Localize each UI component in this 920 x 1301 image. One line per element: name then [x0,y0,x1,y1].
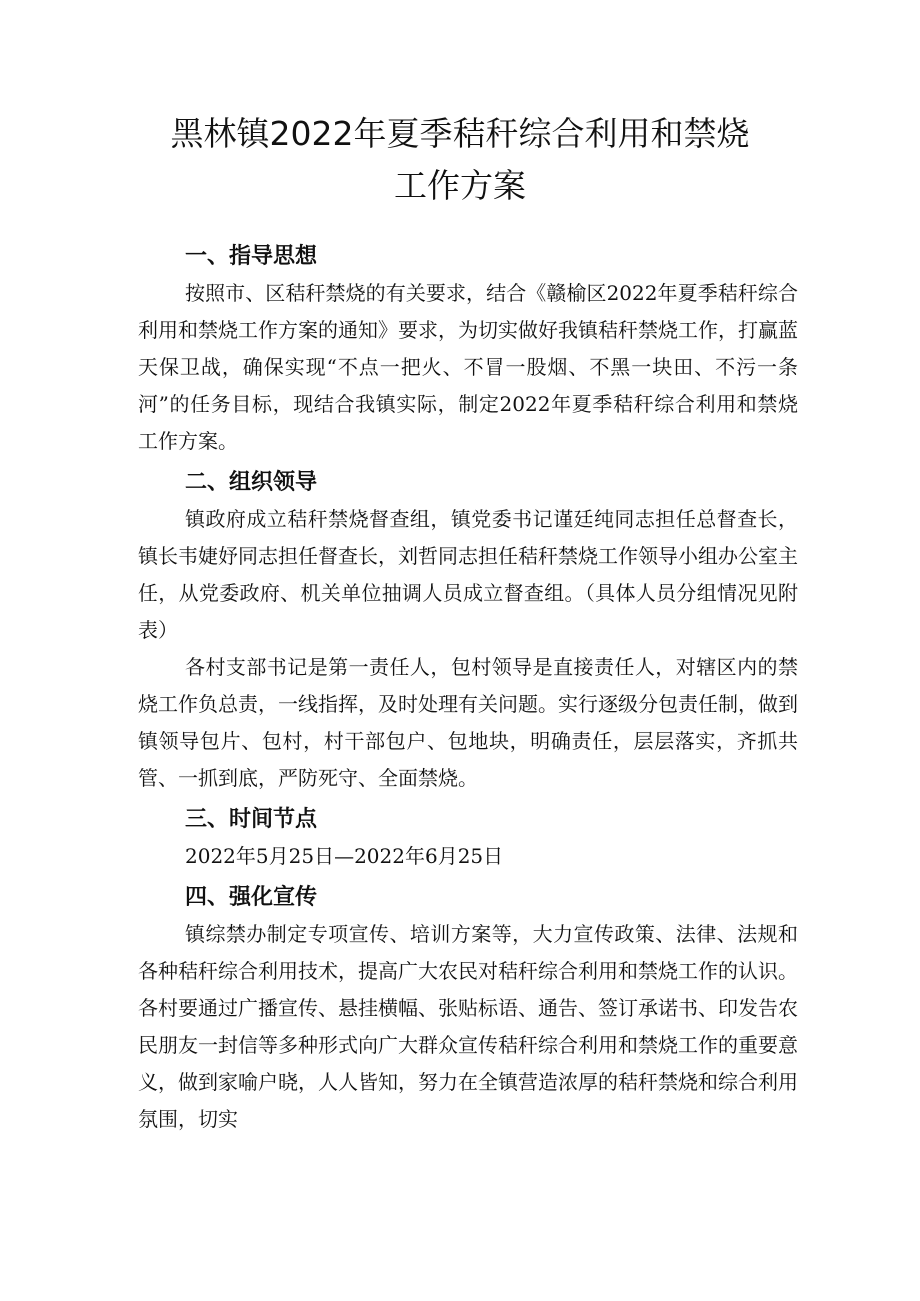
section-heading-timeline: 三、时间节点 [185,807,318,832]
paragraph-guiding-ideology: 按照市、区秸秆禁烧的有关要求，结合《赣榆区2022年夏季秸秆综合利用和禁烧工作方案的通知》要求，为切实做好我镇秸秆禁烧工作，打赢蓝天保卫战，确保实现“不点一把火、不冒一股烟、不黑一块田、不污一条河”的任务目标，现结合我镇实际，制定2022年夏季秸秆综合利用和禁烧工作方案。 [138,281,798,453]
title-line-2: 工作方案 [394,166,526,205]
paragraph-organization-1: 镇政府成立秸秆禁烧督查组，镇党委书记谨廷纯同志担任总督查长，镇长韦婕妤同志担任督查长，刘哲同志担任秸秆禁烧工作领导小组办公室主任，从党委政府、机关单位抽调人员成立督查组。（具体人员分组情况见附表） [138,507,798,642]
paragraph-publicity: 镇综禁办制定专项宣传、培训方案等，大力宣传政策、法律、法规和各种秸秆综合利用技术，提高广大农民对秸秆综合利用和禁烧工作的认识。各村要通过广播宣传、悬挂横幅、张贴标语、通告、签订承诺书、印发告农民朋友一封信等多种形式向广大群众宣传秸秆综合利用和禁烧工作的重要意义，做到家喻户晓，人人皆知，努力在全镇营造浓厚的秸秆禁烧和综合利用氛围，切实 [138,922,798,1131]
document-body [138,238,798,1138]
section-heading-organization: 二、组织领导 [185,470,318,495]
section-heading-guiding-ideology: 一、指导思想 [185,244,318,269]
title-line-1: 黑林镇2022年夏季秸秆综合利用和禁烧 [170,114,750,153]
paragraph-organization-2: 各村支部书记是第一责任人，包村领导是直接责任人，对辖区内的禁烧工作负总责，一线指挥，及时处理有关问题。实行逐级分包责任制，做到镇领导包片、包村，村干部包户、包地块，明确责任，层层落实，齐抓共管、一抓到底，严防死守、全面禁烧。 [138,655,798,790]
paragraph-timeline: 2022年5月25日—2022年6月25日 [185,844,504,868]
document-title [0,108,920,212]
section-heading-publicity: 四、强化宣传 [185,885,318,910]
